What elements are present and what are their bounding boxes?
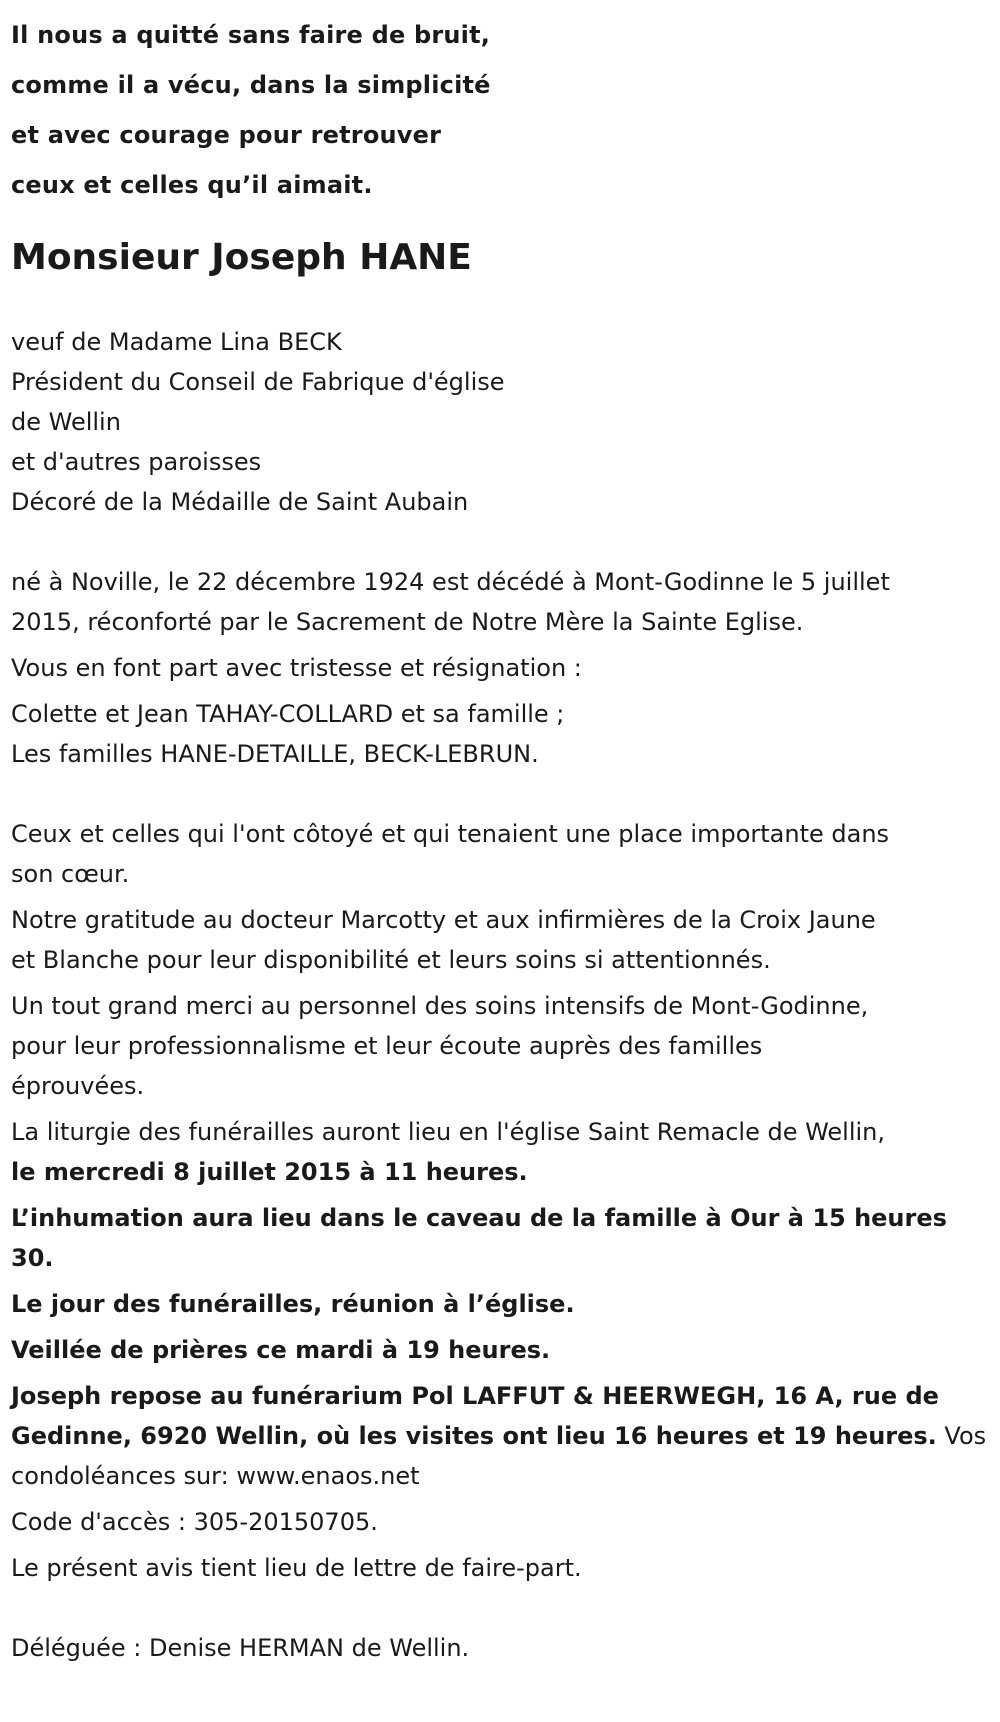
intro-line-3: et avec courage pour retrouver <box>11 121 442 149</box>
rest-line-2-normal: Vos <box>936 1422 987 1450</box>
rest-line-2 <box>11 1416 992 1456</box>
deceased-name: Monsieur Joseph HANE <box>11 237 472 278</box>
liturgy-line-1: La liturgie des funérailles auront lieu en l'église Saint Remacle de Wellin, <box>11 1118 886 1146</box>
thanks-line-2: pour leur professionnalisme et leur écoute auprès des familles <box>11 1032 763 1060</box>
burial-line-1: L’inhumation aura lieu dans le caveau de la famille à Our à 15 heures <box>11 1204 947 1232</box>
burial-paragraph <box>11 1198 992 1278</box>
title-line-3: de Wellin <box>11 408 121 436</box>
thanks-line-1: Un tout grand merci au personnel des soins intensifs de Mont-Godinne, <box>11 992 869 1020</box>
close-ones-line-2: son cœur. <box>11 860 130 888</box>
delegate-line: Déléguée : Denise HERMAN de Wellin. <box>11 1634 470 1662</box>
liturgy-date: le mercredi 8 juillet 2015 à 11 heures. <box>11 1158 528 1186</box>
meeting-line: Le jour des funérailles, réunion à l’église. <box>11 1290 575 1318</box>
gratitude-line-1: Notre gratitude au docteur Marcotty et aux infirmières de la Croix Jaune <box>11 906 876 934</box>
intro-line-1: Il nous a quitté sans faire de bruit, <box>11 21 491 49</box>
notice-line: Le présent avis tient lieu de lettre de faire-part. <box>11 1554 582 1582</box>
close-ones-line-1: Ceux et celles qui l'ont côtoyé et qui tenaient une place importante dans <box>11 820 890 848</box>
rest-line-3: condoléances sur: www.enaos.net <box>11 1462 420 1490</box>
family-line-2: Les familles HANE-DETAILLE, BECK-LEBRUN. <box>11 740 539 768</box>
close-ones-paragraph <box>11 814 992 894</box>
family-line-1: Colette et Jean TAHAY-COLLARD et sa famille ; <box>11 700 565 728</box>
intro-poem <box>11 0 992 210</box>
gratitude-line-2: et Blanche pour leur disponibilité et leurs soins si attentionnés. <box>11 946 771 974</box>
burial-line-2: 30. <box>11 1244 54 1272</box>
rest-paragraph <box>11 1376 992 1496</box>
rest-line-2-bold: Gedinne, 6920 Wellin, où les visites ont lieu 16 heures et 19 heures. <box>11 1422 937 1450</box>
title-line-5: Décoré de la Médaille de Saint Aubain <box>11 488 469 516</box>
liturgy-paragraph <box>11 1112 992 1192</box>
thanks-line-3: éprouvées. <box>11 1072 145 1100</box>
rest-line-1: Joseph repose au funérarium Pol LAFFUT & HEERWEGH, 16 A, rue de <box>11 1382 939 1410</box>
title-line-1: veuf de Madame Lina BECK <box>11 328 342 356</box>
birth-death-line-2: 2015, réconforté par le Sacrement de Notre Mère la Sainte Eglise. <box>11 608 804 636</box>
family-block <box>11 694 992 774</box>
vigil-line: Veillée de prières ce mardi à 19 heures. <box>11 1336 551 1364</box>
intro-line-2: comme il a vécu, dans la simplicité <box>11 71 491 99</box>
title-line-4: et d'autres paroisses <box>11 448 262 476</box>
access-code-line: Code d'accès : 305-20150705. <box>11 1508 378 1536</box>
titles-block <box>11 322 992 522</box>
intro-line-4: ceux et celles qu’il aimait. <box>11 171 373 199</box>
birth-death-line-1: né à Noville, le 22 décembre 1924 est décédé à Mont-Godinne le 5 juillet <box>11 568 890 596</box>
announce-line: Vous en font part avec tristesse et résignation : <box>11 654 582 682</box>
birth-death-paragraph <box>11 562 992 642</box>
gratitude-paragraph <box>11 900 992 980</box>
thanks-paragraph <box>11 986 992 1106</box>
title-line-2: Président du Conseil de Fabrique d'église <box>11 368 505 396</box>
